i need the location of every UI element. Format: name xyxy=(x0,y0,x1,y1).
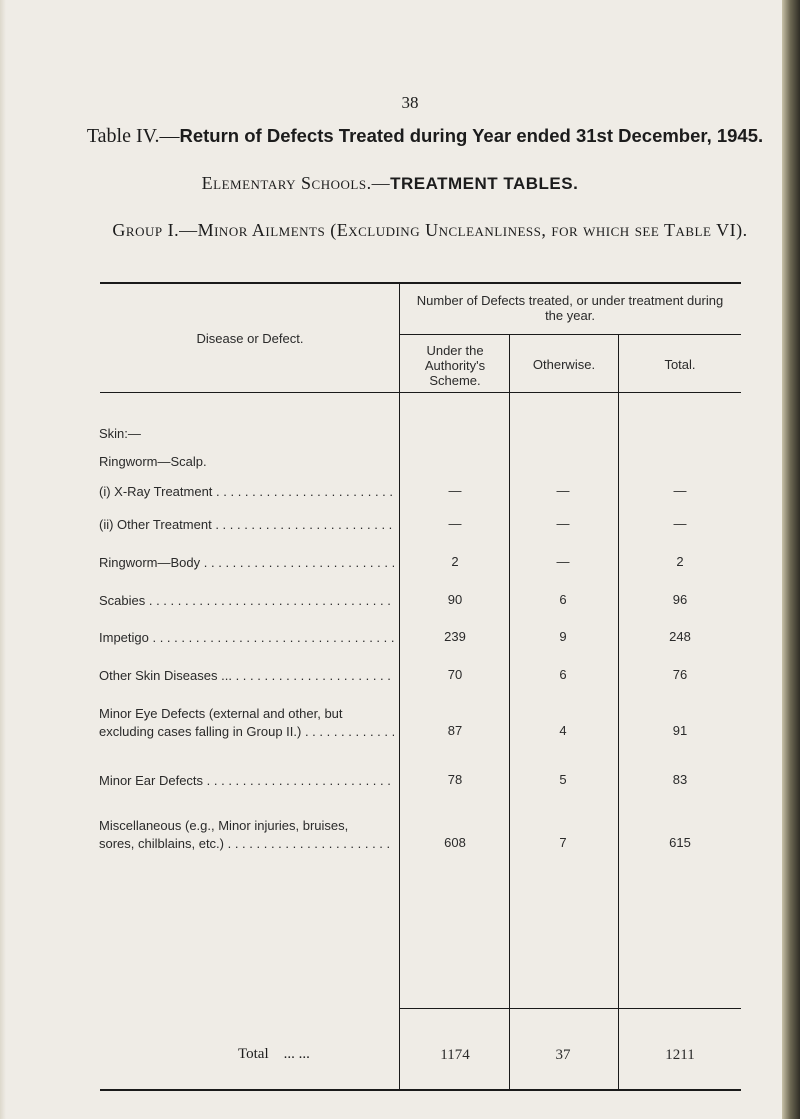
table-title xyxy=(0,125,800,148)
cell-total-scheme: 1174 xyxy=(440,1047,470,1063)
cell-impetigo-otherwise: 9 xyxy=(559,629,567,644)
group-heading: Group I.—Minor Ailments (Excluding Uncleanliness, for which see Table VI). xyxy=(112,220,748,240)
total-row-label xyxy=(238,1046,310,1063)
cell-ear-total: 83 xyxy=(672,772,688,787)
table-title-lead: Table IV.— xyxy=(86,125,180,147)
header-split-rule xyxy=(399,334,741,335)
header-scheme: Under the Authority's Scheme. xyxy=(424,343,486,388)
total-label-dots: ... ... xyxy=(283,1046,310,1062)
header-disease: Disease or Defect. xyxy=(196,331,304,346)
table-top-rule xyxy=(100,282,741,284)
cell-other-skin-otherwise: 6 xyxy=(559,667,567,682)
row-label-ringworm-body: Ringworm—Body . . . xyxy=(99,554,394,572)
col-divider-3 xyxy=(618,334,619,1090)
total-top-rule xyxy=(399,1008,741,1009)
col-divider-1 xyxy=(399,282,400,1090)
row-label-scabies: Scabies . . . xyxy=(99,592,394,610)
cell-impetigo-total: 248 xyxy=(669,629,691,644)
table-bottom-rule xyxy=(100,1089,741,1091)
row-label-eye-line2: excluding cases falling in Group II.) . . . xyxy=(99,723,394,741)
cell-impetigo-scheme: 239 xyxy=(444,629,466,644)
cell-misc-otherwise: 7 xyxy=(559,835,567,850)
row-label-other-treatment: (ii) Other Treatment . . . xyxy=(99,516,394,534)
row-label-other-skin: Other Skin Diseases ... . . . xyxy=(99,667,394,685)
subtitle-lead: Elementary Schools.— xyxy=(201,173,391,193)
cell-ringworm-body-otherwise: — xyxy=(556,554,570,569)
header-total: Total. xyxy=(664,357,696,372)
cell-scabies-total: 96 xyxy=(672,592,688,607)
cell-xray-total: — xyxy=(673,483,687,498)
cell-ear-scheme: 78 xyxy=(447,772,463,787)
cell-misc-total: 615 xyxy=(669,835,691,850)
cell-ear-otherwise: 5 xyxy=(559,772,567,787)
subtitle-main: TREATMENT TABLES. xyxy=(390,174,579,193)
row-label-misc-line2: sores, chilblains, etc.) . . . xyxy=(99,835,394,853)
cell-scabies-scheme: 90 xyxy=(447,592,463,607)
table-title-main: Return of Defects Treated during Year ended 31st December, 1945. xyxy=(179,125,764,146)
row-label-xray: (i) X-Ray Treatment . . . xyxy=(99,483,394,501)
cell-ringworm-body-total: 2 xyxy=(676,554,684,569)
skin-heading: Skin:— xyxy=(99,426,141,441)
cell-eye-scheme: 87 xyxy=(447,723,463,738)
header-otherwise: Otherwise. xyxy=(532,357,596,372)
cell-other-skin-scheme: 70 xyxy=(447,667,463,682)
cell-other-skin-total: 76 xyxy=(672,667,688,682)
cell-eye-total: 91 xyxy=(672,723,688,738)
cell-misc-scheme: 608 xyxy=(444,835,466,850)
ringworm-scalp-heading: Ringworm—Scalp. xyxy=(99,454,207,469)
page-shadow xyxy=(0,0,6,1119)
cell-ringworm-body-scheme: 2 xyxy=(451,554,459,569)
cell-scabies-otherwise: 6 xyxy=(559,592,567,607)
table-subtitle xyxy=(0,173,780,194)
cell-total-total: 1211 xyxy=(665,1047,695,1063)
page-binding-edge xyxy=(782,0,800,1119)
cell-xray-scheme: — xyxy=(448,483,462,498)
header-bottom-rule xyxy=(100,392,741,393)
cell-total-otherwise: 37 xyxy=(555,1047,571,1063)
row-label-impetigo: Impetigo . . . xyxy=(99,629,394,647)
page-number: 38 xyxy=(401,93,419,112)
cell-other-treatment-scheme: — xyxy=(448,516,462,531)
col-divider-2 xyxy=(509,334,510,1090)
cell-xray-otherwise: — xyxy=(556,483,570,498)
row-label-eye-line1: Minor Eye Defects (external and other, but xyxy=(99,706,343,721)
cell-eye-otherwise: 4 xyxy=(559,723,567,738)
header-number: Number of Defects treated, or under treatment during the year. xyxy=(416,293,724,323)
row-label-misc-line1: Miscellaneous (e.g., Minor injuries, bruises, xyxy=(99,818,349,833)
cell-other-treatment-total: — xyxy=(673,516,687,531)
row-label-ear: Minor Ear Defects . . . xyxy=(99,772,394,790)
total-label-text: Total xyxy=(238,1046,269,1062)
cell-other-treatment-otherwise: — xyxy=(556,516,570,531)
